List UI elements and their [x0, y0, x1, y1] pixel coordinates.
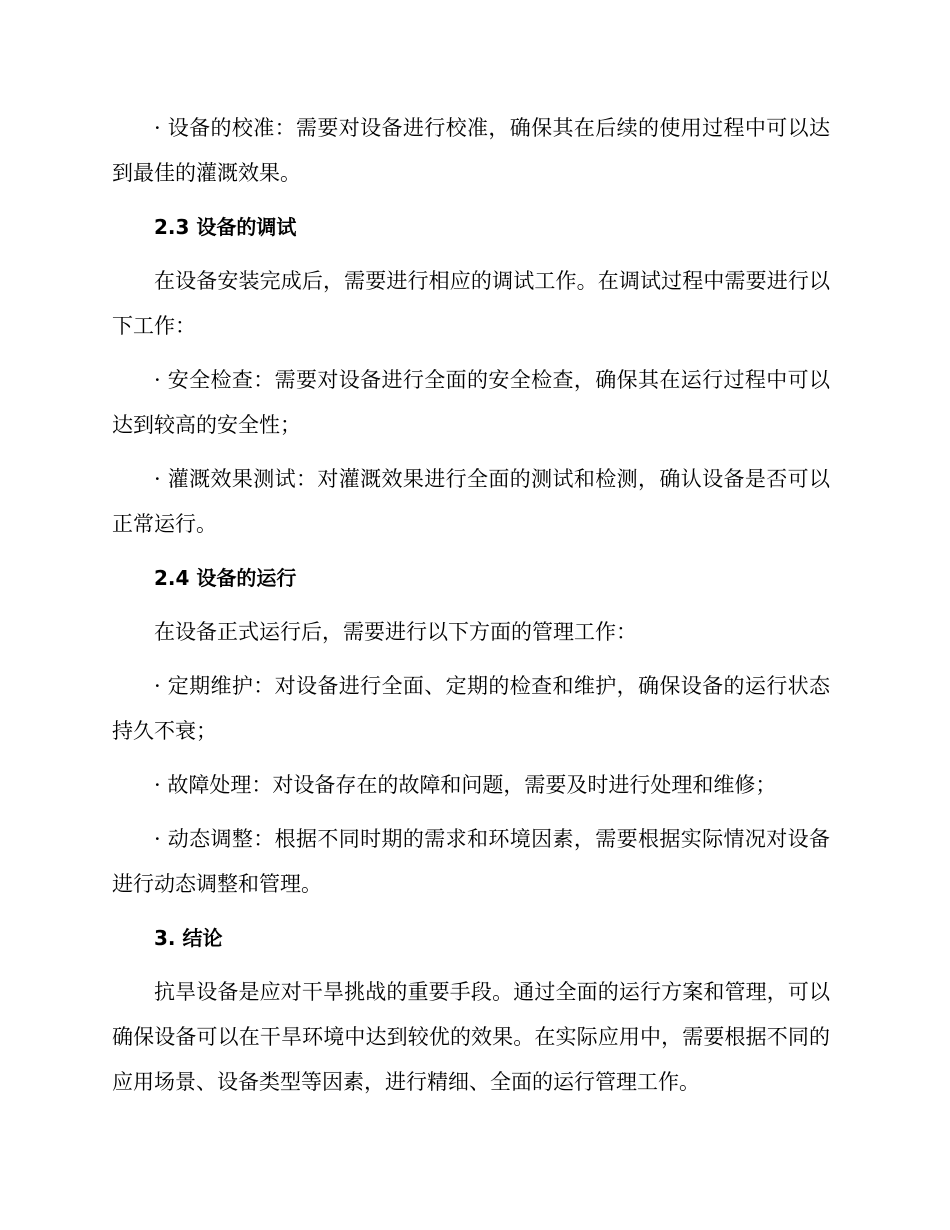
paragraph-fault-handling: · 故障处理：对设备存在的故障和问题，需要及时进行处理和维修；: [154, 773, 777, 797]
paragraph-maintenance: · 定期维护：对设备进行全面、定期的检查和维护，确保设备的运行状态持久不衰；: [112, 674, 830, 743]
paragraph-debug-intro: 在设备安装完成后，需要进行相应的调试工作。在调试过程中需要进行以下工作：: [112, 269, 830, 338]
paragraph-calibration: · 设备的校准：需要对设备进行校准，确保其在后续的使用过程中可以达到最佳的灌溉效果。: [112, 116, 830, 185]
heading-2-3: 2.3 设备的调试: [154, 215, 297, 239]
paragraph-dynamic-adjust: · 动态调整：根据不同时期的需求和环境因素，需要根据实际情况对设备进行动态调整和管理。: [112, 827, 830, 896]
paragraph-operation-intro: 在设备正式运行后，需要进行以下方面的管理工作：: [154, 620, 637, 644]
paragraph-irrigation-test: · 灌溉效果测试：对灌溉效果进行全面的测试和检测，确认设备是否可以正常运行。: [112, 467, 830, 536]
paragraph-safety-check: · 安全检查：需要对设备进行全面的安全检查，确保其在运行过程中可以达到较高的安全性；: [112, 368, 830, 437]
heading-3: 3. 结论: [154, 926, 223, 950]
paragraph-conclusion: 抗旱设备是应对干旱挑战的重要手段。通过全面的运行方案和管理，可以确保设备可以在干旱环境中达到较优的效果。在实际应用中，需要根据不同的应用场景、设备类型等因素，进行精细、全面的运行管理工作。: [112, 980, 830, 1094]
heading-2-4: 2.4 设备的运行: [154, 566, 297, 590]
document-page: [112, 106, 830, 1114]
